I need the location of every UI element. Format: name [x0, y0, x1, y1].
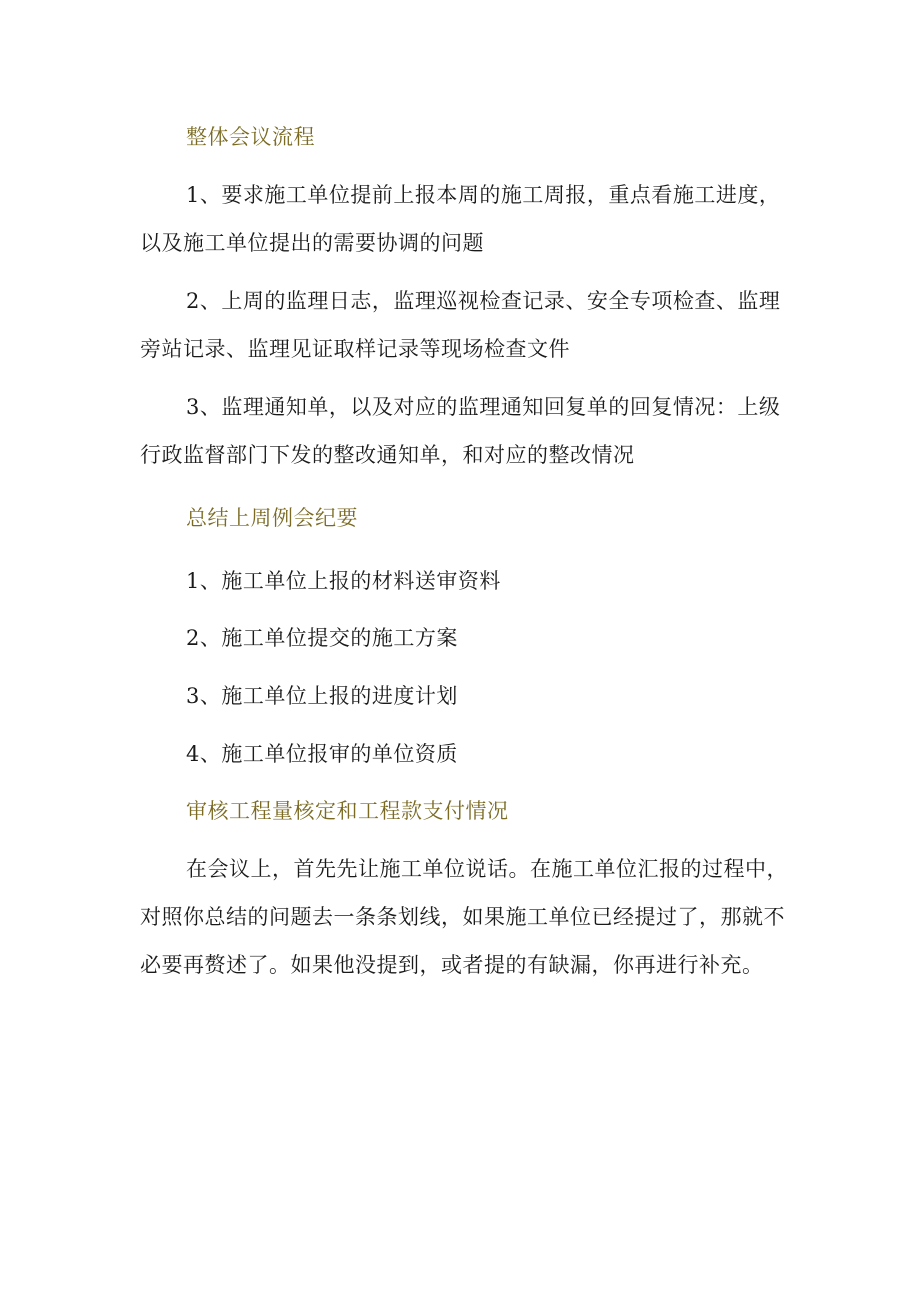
item-line: 3、监理通知单，以及对应的监理通知回复单的回复情况：上级: [186, 395, 781, 419]
item-line: 旁站记录、监理见证取样记录等现场检查文件: [140, 337, 570, 361]
paragraph-line: 在会议上，首先先让施工单位说话。在施工单位汇报的过程中，: [186, 857, 788, 881]
paragraph-line: 必要再赘述了。如果他没提到，或者提的有缺漏，你再进行补充。: [140, 953, 764, 977]
closing-paragraph: [140, 845, 790, 989]
weekly-summary-item-3: 3、施工单位上报的进度计划: [186, 684, 458, 708]
section-heading-quantity-payment: 审核工程量核定和工程款支付情况: [186, 799, 509, 823]
weekly-summary-item-2: 2、施工单位提交的施工方案: [186, 626, 458, 650]
meeting-process-item-2: [140, 277, 790, 373]
meeting-process-item-3: [140, 383, 790, 479]
meeting-process-item-1: [140, 171, 790, 267]
weekly-summary-item-1: 1、施工单位上报的材料送审资料: [186, 569, 501, 593]
item-line: 行政监督部门下发的整改通知单，和对应的整改情况: [140, 443, 635, 467]
paragraph-line: 对照你总结的问题去一条条划线，如果施工单位已经提过了，那就不: [140, 905, 785, 929]
item-line: 1、要求施工单位提前上报本周的施工周报，重点看施工进度，: [186, 183, 781, 207]
section-heading-meeting-process: 整体会议流程: [186, 125, 315, 149]
item-line: 2、上周的监理日志，监理巡视检查记录、安全专项检查、监理: [186, 289, 781, 313]
weekly-summary-item-4: 4、施工单位报审的单位资质: [186, 742, 458, 766]
item-line: 以及施工单位提出的需要协调的问题: [140, 231, 484, 255]
section-heading-weekly-summary: 总结上周例会纪要: [186, 506, 358, 530]
